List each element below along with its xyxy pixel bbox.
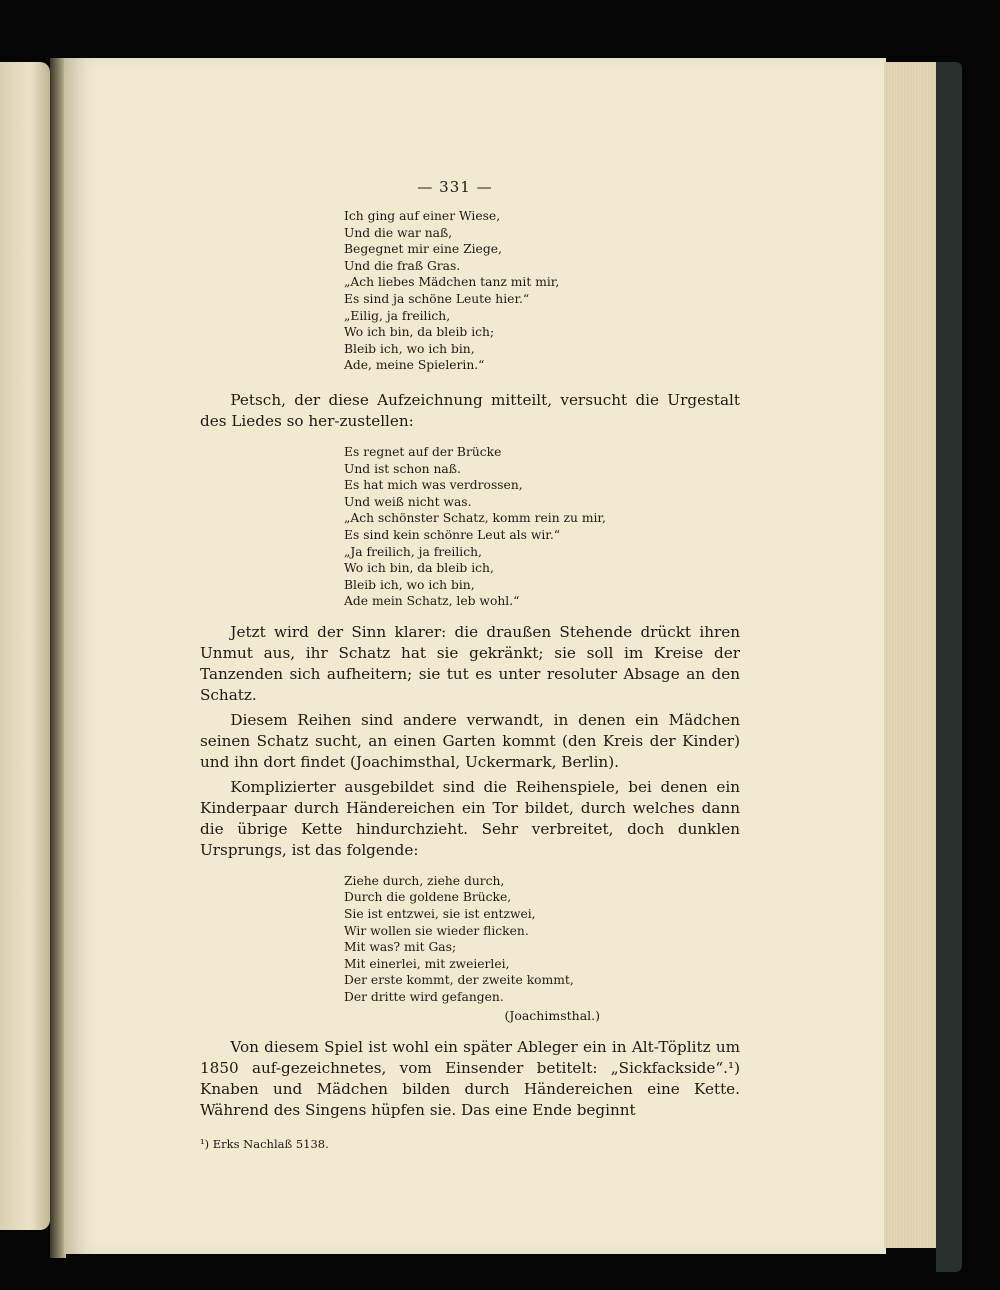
verse-line: Wo ich bin, da bleib ich,	[344, 561, 494, 576]
poem-ich-ging-auf-einer-wiese	[344, 208, 740, 374]
poem-ziehe-durch	[344, 873, 740, 1006]
paragraph-diesem-reihen: Diesem Reihen sind andere verwandt, in denen ein Mädchen seinen Schatz sucht, an einen Garten kommt (den Kreis der Kinder) und ihn dort findet (Joachimsthal, Uckermark, Berlin).	[200, 710, 740, 771]
verse-line: Ich ging auf einer Wiese,	[344, 209, 501, 223]
verse-line: Der dritte wird gefangen.	[344, 990, 504, 1005]
verse-line: Durch die goldene Brücke,	[344, 890, 512, 905]
verse-line: Es sind kein schönre Leut als wir.“	[344, 527, 561, 542]
verse-line: Es hat mich was verdrossen,	[344, 478, 523, 493]
verse-line: „Ach schönster Schatz, komm rein zu mir,	[344, 511, 606, 526]
verse-line: Es sind ja schöne Leute hier.“	[344, 291, 530, 306]
page-content	[200, 178, 740, 1151]
verse-line: Ade mein Schatz, leb wohl.“	[344, 594, 520, 609]
poem-source: (Joachimsthal.)	[504, 1007, 600, 1023]
verse-line: Wo ich bin, da bleib ich;	[344, 325, 495, 340]
footnote	[200, 1137, 740, 1151]
verse-line: Mit einerlei, mit zweierlei,	[344, 956, 510, 971]
verse-line: Mit was? mit Gas;	[344, 940, 457, 955]
verse-line: „Ach liebes Mädchen tanz mit mir,	[344, 275, 560, 290]
verse-line: Und ist schon naß.	[344, 461, 461, 476]
verse-line: Begegnet mir eine Ziege,	[344, 242, 502, 257]
paragraph-von-diesem-spiel: Von diesem Spiel ist wohl ein später Ableger ein in Alt-Töplitz um 1850 auf-gezeichnetes, vom Einsender betitelt: „Sickfackside“.¹) Knaben und Mädchen bilden durch Händereichen eine Kette. Während des Singens hüpfen sie. Das eine Ende beginnt	[200, 1037, 740, 1119]
footnote-mark: ¹)	[200, 1136, 210, 1151]
book-cover-edge	[936, 62, 962, 1272]
verse-line: Ziehe durch, ziehe durch,	[344, 873, 505, 888]
verse-line: Der erste kommt, der zweite kommt,	[344, 973, 574, 988]
verse-line: Ade, meine Spielerin.“	[344, 358, 485, 373]
paragraph-komplizierter: Komplizierter ausgebildet sind die Reihenspiele, bei denen ein Kinderpaar durch Händereichen ein Tor bildet, durch welches dann die übrige Kette hindurchzieht. Sehr verbreitet, doch dunklen Ursprungs, ist das folgende:	[200, 777, 740, 859]
verse-line: Bleib ich, wo ich bin,	[344, 577, 475, 592]
verse-line: Und die war naß,	[344, 225, 453, 240]
page-stack-edge	[884, 62, 944, 1248]
verse-line: Und weiß nicht was.	[344, 494, 472, 509]
footnote-text: Erks Nachlaß 5138.	[212, 1136, 329, 1151]
verse-line: Es regnet auf der Brücke	[344, 444, 502, 459]
verse-line: Sie ist entzwei, sie ist entzwei,	[344, 907, 536, 922]
verse-line: Bleib ich, wo ich bin,	[344, 341, 475, 356]
verse-line: Und die fraß Gras.	[344, 258, 461, 273]
verse-line: Wir wollen sie wieder flicken.	[344, 923, 529, 938]
verse-line: „Eilig, ja freilich,	[344, 308, 451, 323]
paragraph-petsch: Petsch, der diese Aufzeichnung mitteilt, versucht die Urgestalt des Liedes so her-zustellen:	[200, 390, 740, 430]
paragraph-jetzt-wird: Jetzt wird der Sinn klarer: die draußen Stehende drückt ihren Unmut aus, ihr Schatz hat sie gekränkt; sie soll im Kreise der Tanzenden sich aufheitern; sie tut es unter resoluter Absage an den Schatz.	[200, 622, 740, 704]
poem-es-regnet-auf-der-bruecke	[344, 444, 740, 610]
verse-line: „Ja freilich, ja freilich,	[344, 544, 482, 559]
page-number: — 331 —	[417, 178, 493, 196]
facing-page-edge	[0, 62, 50, 1230]
